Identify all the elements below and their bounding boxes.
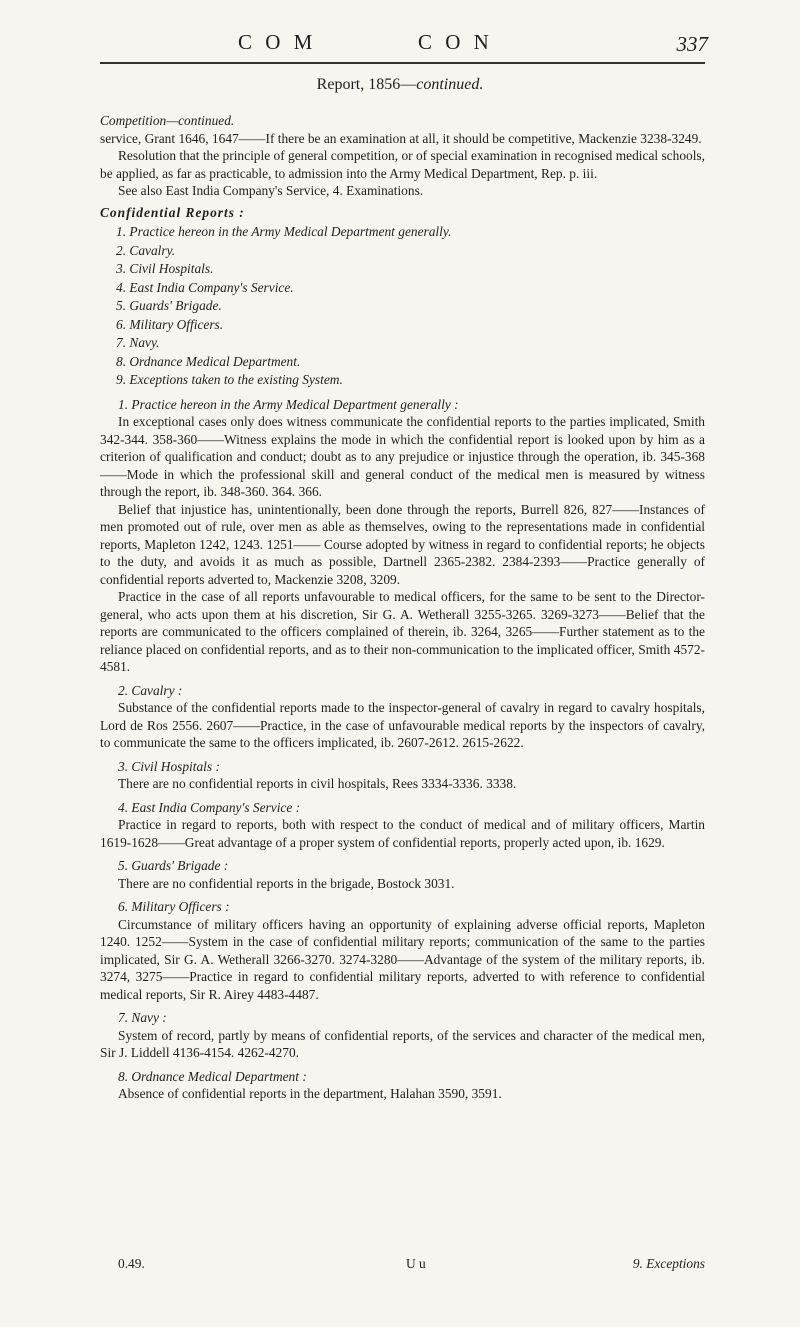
page-number: 337	[676, 32, 708, 56]
competition-para2: Resolution that the principle of general competition, or of special examination in recognised medical schools, be applied, as far as practicable, to admission into the Army Medical Department, Rep. p. iii.	[100, 148, 705, 181]
footer-catchword: 9. Exceptions	[632, 1256, 705, 1271]
report-title-prefix: Report, 1856—	[316, 76, 417, 93]
contents-item: 4. East India Company's Service.	[116, 279, 294, 295]
section-6-para: Circumstance of military officers having an opportunity of explaining adverse official reports, Mapleton 1240. 1252——System in the case of confidential military reports; communication of the same to the parties implicated, Sir G. A. Wetherall 3266-3270. 3274-3280——Advantage of the system of the military reports, ib. 3274, 3275——Practice in regard to confidential military reports, adverted to with reference to confidential medical reports, Sir R. Airey 4483-4487.	[100, 916, 705, 1002]
competition-see-also: See also East India Company's Service, 4. Examinations.	[118, 183, 424, 198]
section-3-para: There are no confidential reports in civil hospitals, Rees 3334-3336. 3338.	[118, 776, 517, 791]
section-3-heading: 3. Civil Hospitals :	[118, 758, 220, 774]
competition-heading: Competition—continued.	[100, 113, 235, 128]
competition-para1: service, Grant 1646, 1647——If there be an examination at all, it should be competitive, Mackenzie 3238-3249.	[100, 130, 702, 146]
page-body	[100, 112, 705, 1103]
section-4-para: Practice in regard to reports, both with respect to the conduct of medical and of military officers, Martin 1619-1628——Great advantage of a proper system of confidential reports, properly acted upon, ib. 1629.	[100, 817, 705, 850]
contents-item: 5. Guards' Brigade.	[116, 298, 222, 313]
confidential-reports-heading: Confidential Reports :	[100, 204, 245, 220]
report-title-suffix: continued.	[416, 76, 484, 93]
section-1-para-2: Belief that injustice has, unintentionally, been done through the reports, Burrell 826, 827——Instances of men promoted out of rule, over men as able as themselves, owing to the representations made in confidential reports, Mapleton 1242, 1243. 1251—— Course adopted by witness in regard to confidential reports; he objects to the duty, and avoids it as much as possible, Dartnell 2365-2382. 2384-2393——Practice generally of confidential reports adverted to, Mackenzie 3208, 3209.	[100, 501, 705, 587]
footer-sheet-number: 0.49.	[118, 1256, 145, 1271]
contents-item: 3. Civil Hospitals.	[116, 261, 214, 276]
footer-signature: U u	[406, 1256, 426, 1271]
running-head-right: C O N	[418, 30, 493, 54]
section-7-heading: 7. Navy :	[118, 1010, 167, 1025]
page-footer	[100, 1256, 705, 1274]
section-4-heading: 4. East India Company's Service :	[118, 799, 301, 815]
contents-item: 1. Practice hereon in the Army Medical Department generally.	[116, 224, 452, 239]
section-1-heading: 1. Practice hereon in the Army Medical Department generally :	[118, 396, 459, 412]
section-2-para: Substance of the confidential reports made to the inspector-general of cavalry in regard to cavalry hospitals, Lord de Ros 2556. 2607——Practice, in the case of unfavourable medical reports by the inspectors of cavalry, to communicate the same to the officers implicated, ib. 2607-2612. 2615-2622.	[100, 700, 705, 750]
contents-item: 8. Ordnance Medical Department.	[116, 353, 301, 369]
section-8-para: Absence of confidential reports in the department, Halahan 3590, 3591.	[118, 1086, 502, 1101]
confidential-contents-list	[100, 223, 705, 390]
section-1-para-3: Practice in the case of all reports unfavourable to medical officers, for the same to be sent to the Director-general, who acts upon them at his discretion, Sir G. A. Wetherall 3255-3265. 3269-3273——Belief that the reports are communicated to the officers complained of therein, ib. 3264, 3265——Further statement as to the reliance placed on confidential reports, and as to their non-communication to the implicated officer, Smith 4572-4581.	[100, 589, 705, 674]
section-5-heading: 5. Guards' Brigade :	[118, 858, 229, 873]
section-6-heading: 6. Military Officers :	[118, 899, 230, 914]
running-head-left: C O M	[238, 30, 317, 54]
section-7-para: System of record, partly by means of confidential reports, of the services and character of the medical men, Sir J. Liddell 4136-4154. 4262-4270.	[100, 1027, 705, 1060]
contents-item: 6. Military Officers.	[116, 316, 224, 332]
header-rule	[100, 62, 705, 64]
section-5-para: There are no confidential reports in the brigade, Bostock 3031.	[118, 875, 455, 891]
contents-item: 7. Navy.	[116, 335, 160, 350]
section-2-heading: 2. Cavalry :	[118, 682, 183, 698]
report-title	[0, 76, 800, 94]
contents-item: 2. Cavalry.	[116, 242, 176, 258]
running-head	[100, 30, 708, 60]
contents-item: 9. Exceptions taken to the existing System.	[116, 372, 343, 387]
section-8-heading: 8. Ordnance Medical Department :	[118, 1068, 307, 1084]
section-1-para-1: In exceptional cases only does witness communicate the confidential reports to the parties implicated, Smith 342-344. 358-360——Witness explains the mode in which the confidential report is looked upon by him as a criterion of qualification and conduct; doubt as to any prejudice or injustice through the operation, ib. 345-368——Mode in which the professional skill and general conduct of the medical men is measured by witness through the report, ib. 348-360. 364. 366.	[100, 414, 705, 499]
